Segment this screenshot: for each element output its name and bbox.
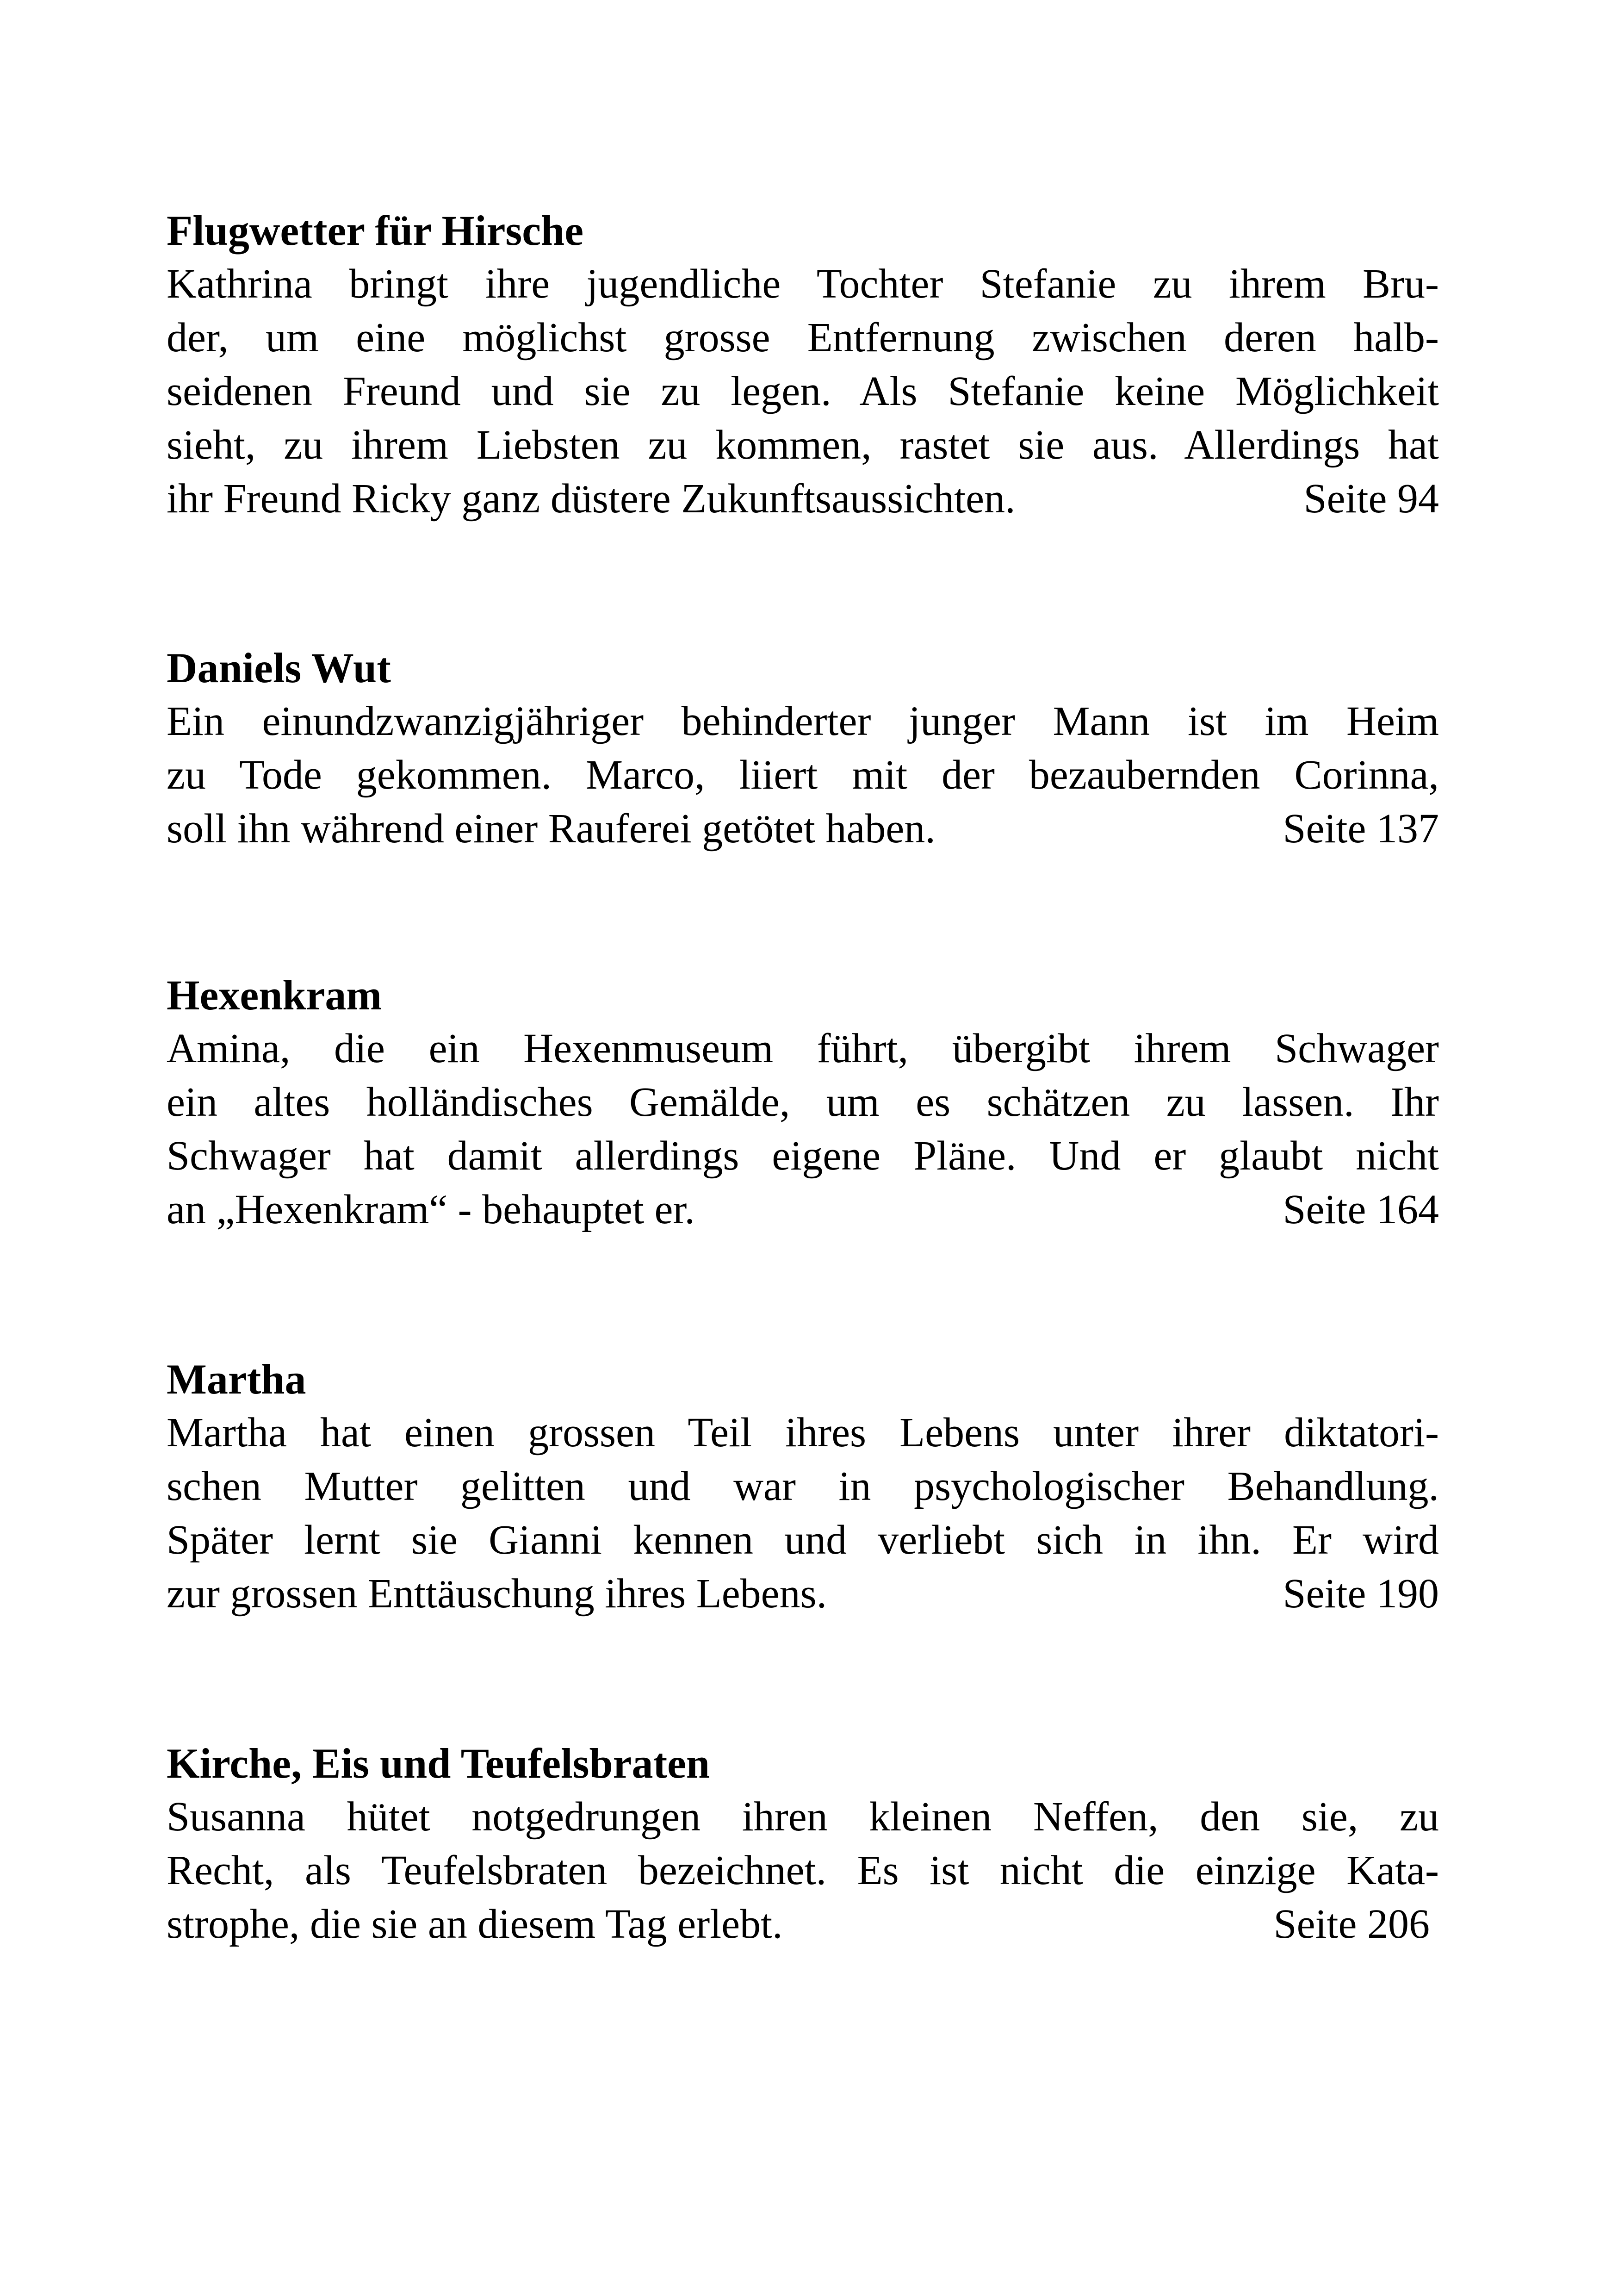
story-last-line: [167, 1898, 1439, 1951]
story-text-line: schen Mutter gelitten und war in psychologischer Behandlung.: [167, 1463, 1439, 1509]
story-last-line: [167, 802, 1439, 856]
story-title: Daniels Wut: [167, 644, 391, 691]
story-title: Kirche, Eis und Teufelsbraten: [167, 1740, 710, 1787]
story-last-line: [167, 472, 1439, 526]
story-text-line: Schwager hat damit allerdings eigene Pläne. Und er glaubt nicht: [167, 1133, 1439, 1179]
story-text-line: Kathrina bringt ihre jugendliche Tochter Stefanie zu ihrem Bru-: [167, 261, 1439, 307]
story-text-line: Martha hat einen grossen Teil ihres Lebens unter ihrer diktatori-: [167, 1410, 1439, 1456]
page-reference: Seite 94: [1303, 476, 1439, 522]
story-entry: [167, 968, 1439, 1237]
story-text-line: soll ihn während einer Rauferei getötet haben.: [167, 806, 936, 852]
story-last-line: [167, 1183, 1439, 1237]
story-entry: [167, 1736, 1439, 1951]
story-entry: [167, 641, 1439, 856]
story-text-line: ihr Freund Ricky ganz düstere Zukunftsaussichten.: [167, 476, 1016, 522]
story-entry: [167, 204, 1439, 526]
story-text-line: ein altes holländisches Gemälde, um es schätzen zu lassen. Ihr: [167, 1079, 1439, 1125]
page-reference: Seite 137: [1283, 806, 1439, 852]
story-title: Hexenkram: [167, 971, 382, 1019]
story-text-line: Amina, die ein Hexenmuseum führt, übergibt ihrem Schwager: [167, 1026, 1439, 1071]
story-title: Flugwetter für Hirsche: [167, 207, 584, 254]
story-text-line: Recht, als Teufelsbraten bezeichnet. Es ist nicht die einzige Kata-: [167, 1848, 1439, 1893]
story-text-line: der, um eine möglichst grosse Entfernung zwischen deren halb-: [167, 315, 1439, 361]
story-last-line: [167, 1567, 1439, 1621]
story-text-line: zu Tode gekommen. Marco, liiert mit der bezaubernden Corinna,: [167, 752, 1439, 798]
story-text-line: zur grossen Enttäuschung ihres Lebens.: [167, 1571, 827, 1617]
story-text-line: Später lernt sie Gianni kennen und verliebt sich in ihn. Er wird: [167, 1517, 1439, 1563]
story-text-line: seidenen Freund und sie zu legen. Als Stefanie keine Möglichkeit: [167, 368, 1439, 414]
page-reference: Seite 164: [1283, 1187, 1439, 1232]
story-text-line: strophe, die sie an diesem Tag erlebt.: [167, 1901, 783, 1947]
page-reference: Seite 190: [1283, 1571, 1439, 1617]
story-title: Martha: [167, 1356, 306, 1403]
story-text-line: Ein einundzwanzigjähriger behinderter junger Mann ist im Heim: [167, 698, 1439, 744]
story-entry: [167, 1352, 1439, 1621]
story-text-line: an „Hexenkram“ - behauptet er.: [167, 1187, 695, 1232]
story-text-line: sieht, zu ihrem Liebsten zu kommen, rastet sie aus. Allerdings hat: [167, 422, 1439, 468]
page-reference: Seite 206: [1273, 1901, 1430, 1947]
story-text-line: Susanna hütet notgedrungen ihren kleinen Neffen, den sie, zu: [167, 1794, 1439, 1840]
